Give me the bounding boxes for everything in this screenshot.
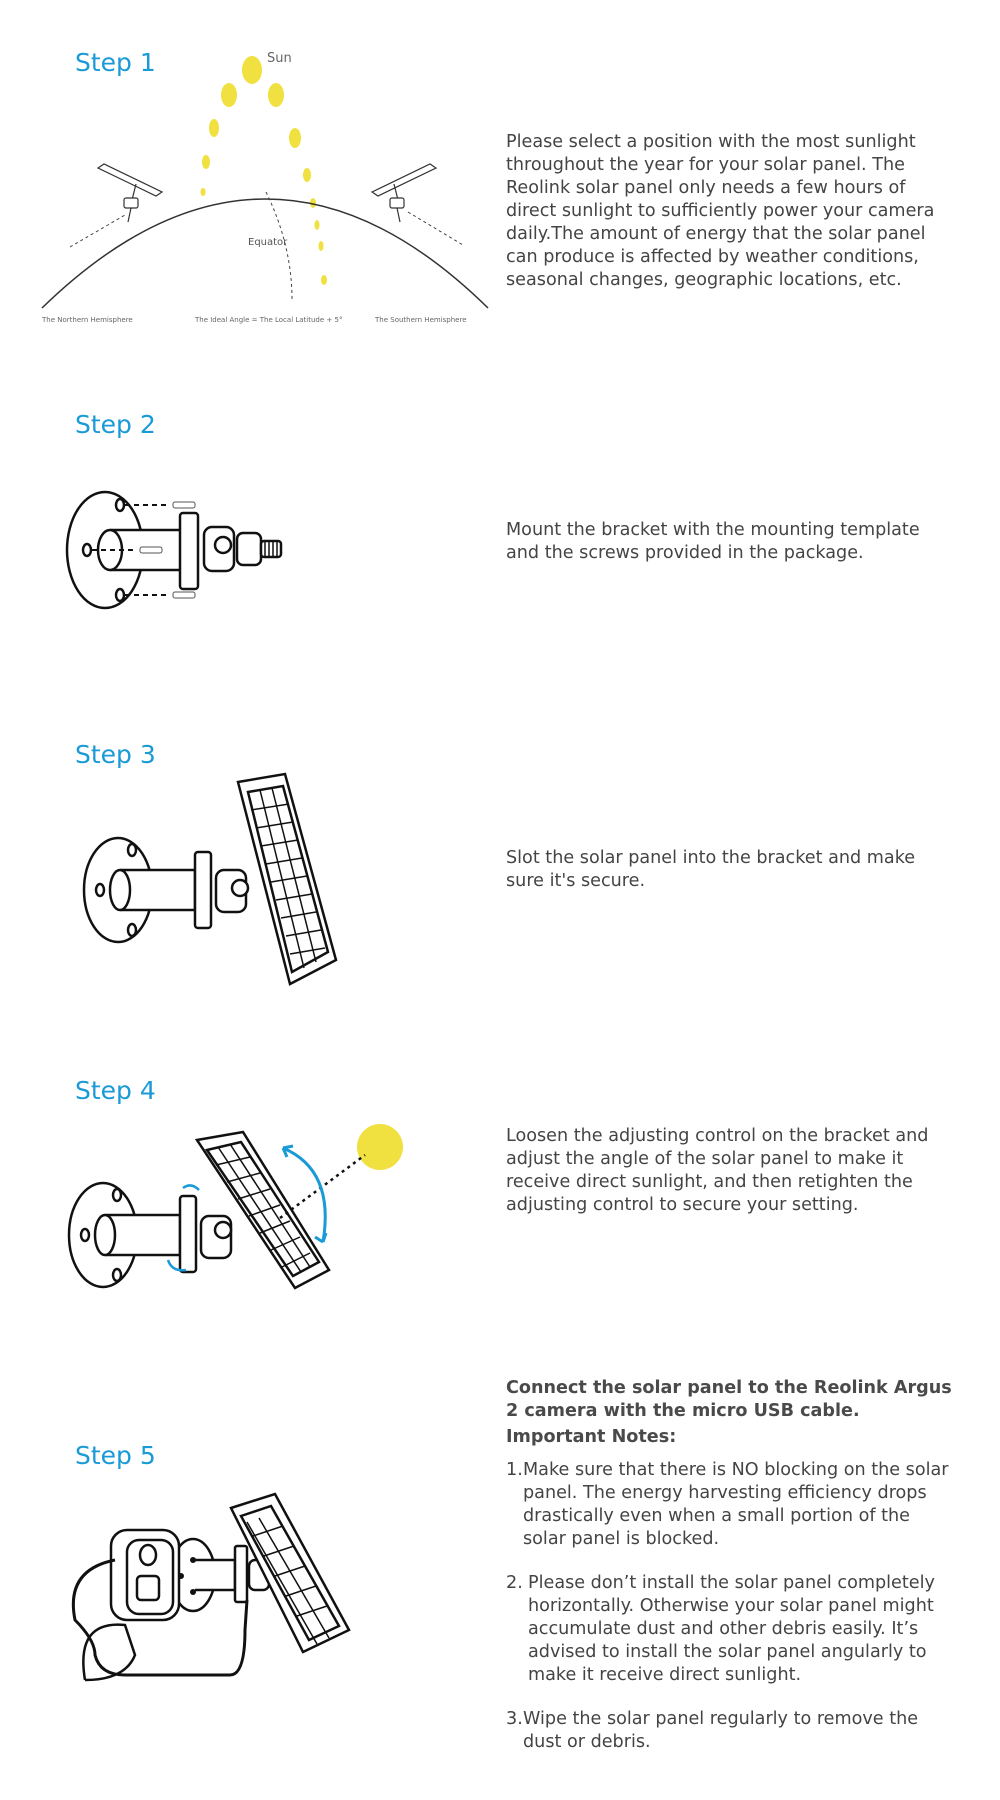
south-hemisphere-label: The Southern Hemisphere <box>375 316 467 324</box>
step-4-description: Loosen the adjusting control on the bracket and adjust the angle of the solar panel to make it receive direct sunlight, and then retighten the adjusting control to secure your setting. <box>506 1126 929 1215</box>
note-text: Make sure that there is NO blocking on the solar panel. The energy harvesting efficiency drops drastically even when a small portion of the solar panel is blocked. <box>523 1460 949 1549</box>
step-3-description: Slot the solar panel into the bracket and make sure it's secure. <box>506 848 916 891</box>
camera-connection-illustration <box>55 1480 365 1710</box>
sunlight-direction-line <box>280 1155 365 1218</box>
earth-arc <box>42 199 488 308</box>
step-5-heading: Connect the solar panel to the Reolink Argus 2 camera with the micro USB cable. <box>506 1378 952 1421</box>
bracket-knob <box>237 533 261 565</box>
step-2-description: Mount the bracket with the mounting template and the screws provided in the package. <box>506 520 920 563</box>
note-number: 1. <box>506 1460 523 1480</box>
step-1-description: Please select a position with the most sunlight throughout the year for your solar panel. The Reolink solar panel only needs a few hours of direct sunlight to sufficiently power your camera daily.The amount of energy that the solar panel can produce is affected by weather conditions, seasonal changes, geographic locations, etc. <box>506 132 935 290</box>
sun-label: Sun <box>267 51 292 66</box>
bracket-collar <box>195 852 211 928</box>
sun-icon <box>357 1124 403 1170</box>
north-panel-icon <box>98 164 162 222</box>
step-3-title: Step 3 <box>75 740 156 769</box>
note-item-2 <box>506 1572 956 1687</box>
step-2-title: Step 2 <box>75 410 156 439</box>
bracket-collar <box>180 513 198 589</box>
note-item-1 <box>506 1459 956 1551</box>
note-text: Please don’t install the solar panel completely horizontally. Otherwise your solar panel might accumulate dust and other debris easily. It’s advised to install the solar panel angularly to make it receive direct sunlight. <box>528 1573 935 1685</box>
equator-label: Equator <box>248 237 288 248</box>
south-panel-icon <box>372 164 436 222</box>
ideal-angle-label: The Ideal Angle = The Local Latitude + 5° <box>195 316 343 324</box>
rotate-arrow-top <box>183 1185 199 1190</box>
south-dash-line <box>408 212 463 245</box>
bracket-collar <box>180 1196 196 1272</box>
panel-slot-illustration <box>80 770 350 990</box>
note-number: 3. <box>506 1709 523 1729</box>
sun-path-dots <box>201 56 328 285</box>
sun-position-diagram <box>30 40 500 330</box>
camera-lens <box>140 1545 156 1565</box>
north-hemisphere-label: The Northern Hemisphere <box>42 316 133 324</box>
bracket-mount-illustration <box>65 485 325 615</box>
note-text: Wipe the solar panel regularly to remove the dust or debris. <box>523 1709 919 1752</box>
step-4-title: Step 4 <box>75 1076 156 1105</box>
bracket-screw-thread <box>261 541 281 557</box>
note-item-3 <box>506 1708 956 1754</box>
step-5-content <box>506 1377 956 1775</box>
important-notes-list <box>506 1459 956 1754</box>
north-dash-line <box>70 215 125 247</box>
step-1-title: Step 1 <box>75 48 156 77</box>
note-number: 2. <box>506 1573 523 1593</box>
panel-adjust-illustration <box>65 1110 425 1310</box>
step-5-title: Step 5 <box>75 1441 156 1470</box>
important-notes-title: Important Notes: <box>506 1427 677 1447</box>
